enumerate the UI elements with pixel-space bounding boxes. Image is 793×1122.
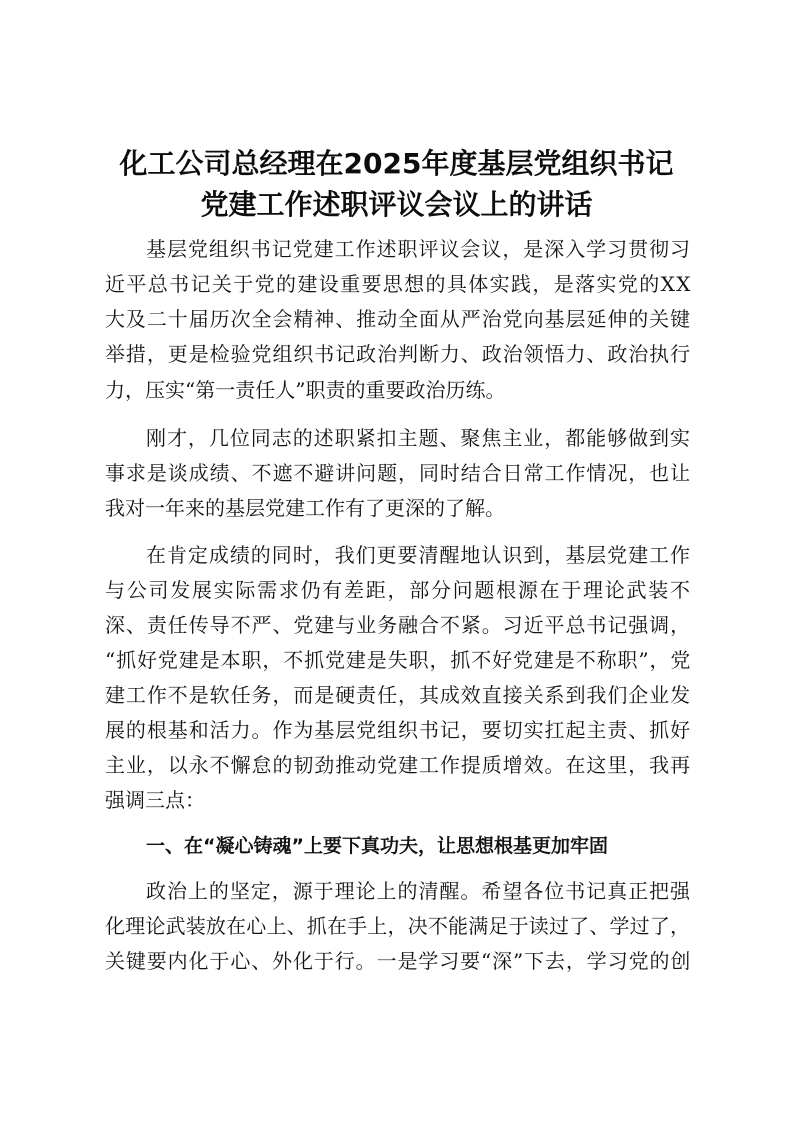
paragraph-3-line-4: “抓好党建是本职，不抓党建是失职，抓不好党建是不称职”，党 bbox=[105, 648, 692, 672]
paragraph-2-line-1: 刚才，几位同志的述职紧扣主题、聚焦主业，都能够做到实 bbox=[146, 426, 691, 450]
document-title-line-2: 党建工作述职评议会议上的讲话 bbox=[200, 188, 593, 221]
paragraph-1-line-1: 基层党组织书记党建工作述职评议会议，是深入学习贯彻习 bbox=[146, 237, 691, 261]
paragraph-3-line-7: 主业，以永不懈怠的韧劲推动党建工作提质增效。在这里，我再 bbox=[105, 753, 692, 777]
paragraph-3-line-3: 深、责任传导不严、党建与业务融合不紧。习近平总书记强调， bbox=[105, 613, 692, 637]
paragraph-3-line-2: 与公司发展实际需求仍有差距，部分问题根源在于理论武装不 bbox=[105, 578, 692, 602]
paragraph-3-line-8: 强调三点： bbox=[105, 788, 205, 812]
paragraph-1-line-4: 举措，更是检验党组织书记政治判断力、政治领悟力、政治执行 bbox=[105, 342, 692, 366]
paragraph-1-line-3: 大及二十届历次全会精神、推动全面从严治党向基层延伸的关键 bbox=[105, 307, 692, 331]
paragraph-4-line-1: 政治上的坚定，源于理论上的清醒。希望各位书记真正把强 bbox=[146, 879, 691, 903]
section-heading-1: 一、在“凝心铸魂”上要下真功夫，让思想根基更加牢固 bbox=[146, 835, 608, 857]
paragraph-1-line-2: 近平总书记关于党的建设重要思想的具体实践，是落实党的XX bbox=[105, 272, 692, 296]
paragraph-3-line-6: 展的根基和活力。作为基层党组织书记，要切实扛起主责、抓好 bbox=[105, 718, 692, 742]
paragraph-3-line-5: 建工作不是软任务，而是硬责任，其成效直接关系到我们企业发 bbox=[105, 683, 692, 707]
paragraph-2-line-2: 事求是谈成绩、不遮不避讲问题，同时结合日常工作情况，也让 bbox=[105, 461, 692, 485]
document-title-line-1: 化工公司总经理在2025年度基层党组织书记 bbox=[119, 147, 674, 180]
paragraph-2-line-3: 我对一年来的基层党建工作有了更深的了解。 bbox=[105, 496, 505, 520]
paragraph-4-line-3: 关键要内化于心、外化于行。一是学习要“深”下去，学习党的创 bbox=[105, 949, 692, 973]
paragraph-1-line-5: 力，压实“第一责任人”职责的重要政治历练。 bbox=[105, 378, 506, 402]
paragraph-3-line-1: 在肯定成绩的同时，我们更要清醒地认识到，基层党建工作 bbox=[146, 543, 691, 567]
paragraph-4-line-2: 化理论武装放在心上、抓在手上，决不能满足于读过了、学过了， bbox=[105, 914, 691, 938]
